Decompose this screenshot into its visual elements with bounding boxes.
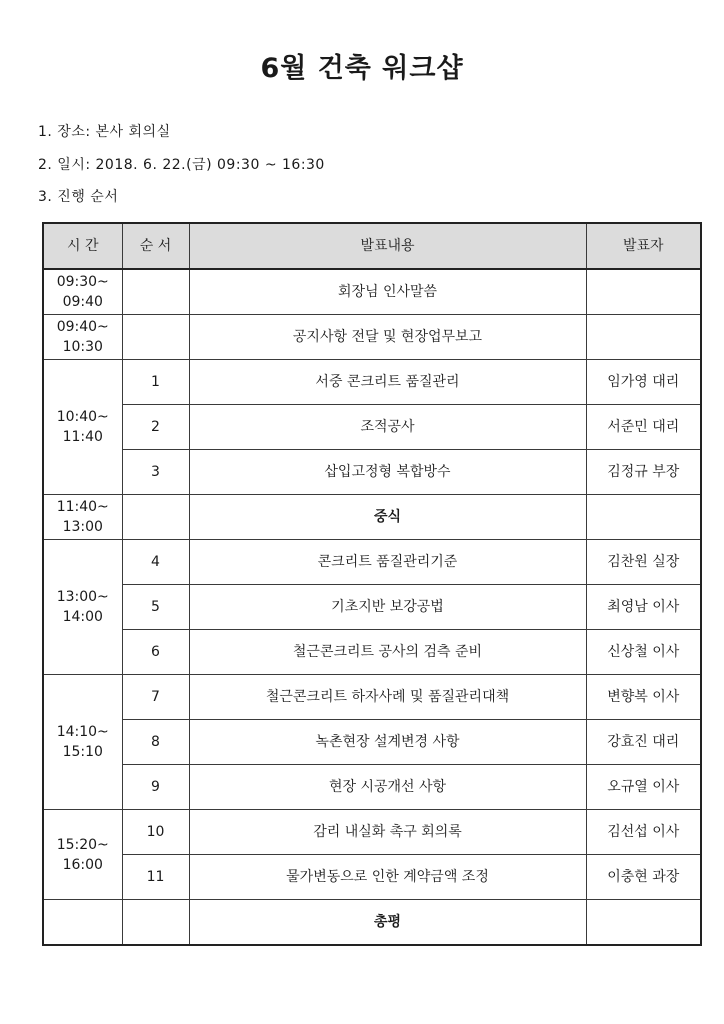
- presenter-cell: 오규열 이사: [586, 765, 701, 810]
- presenter-cell: 서준민 대리: [586, 405, 701, 450]
- presenter-cell: 변향복 이사: [586, 675, 701, 720]
- schedule-body: [43, 269, 701, 945]
- content-cell: 감리 내실화 촉구 회의록: [189, 810, 586, 855]
- table-row: [43, 810, 701, 855]
- content-cell: 회장님 인사말씀: [189, 269, 586, 315]
- table-row: [43, 540, 701, 585]
- table-row: [43, 315, 701, 360]
- time-start: 09:40~: [56, 319, 109, 335]
- seq-cell: [122, 495, 189, 540]
- presenter-cell: [586, 495, 701, 540]
- presenter-cell: 김정규 부장: [586, 450, 701, 495]
- time-start: 13:00~: [56, 589, 109, 605]
- seq-cell: 7: [122, 675, 189, 720]
- content-cell: 콘크리트 품질관리기준: [189, 540, 586, 585]
- time-end: 15:10: [62, 744, 103, 760]
- seq-cell: 4: [122, 540, 189, 585]
- seq-cell: [122, 269, 189, 315]
- time-end: 13:00: [62, 519, 103, 535]
- header-presenter: 발표자: [586, 223, 701, 269]
- seq-cell: 9: [122, 765, 189, 810]
- time-start: 14:10~: [56, 724, 109, 740]
- seq-cell: 6: [122, 630, 189, 675]
- time-start: 11:40~: [56, 499, 109, 515]
- time-cell: [43, 900, 122, 946]
- table-row: [43, 900, 701, 946]
- time-cell: [43, 540, 122, 675]
- time-start: 15:20~: [56, 836, 109, 853]
- seq-cell: 2: [122, 405, 189, 450]
- time-cell: [43, 269, 122, 315]
- seq-cell: 8: [122, 720, 189, 765]
- table-row: [43, 855, 701, 900]
- table-row: [43, 360, 701, 405]
- header-seq: 순 서: [122, 223, 189, 269]
- table-row: [43, 720, 701, 765]
- presenter-cell: 김선섭 이사: [586, 810, 701, 855]
- time-end: 16:00: [62, 856, 103, 873]
- content-cell: 물가변동으로 인한 계약금액 조정: [189, 855, 586, 900]
- document-title: 6월 건축 워크샵: [260, 53, 464, 84]
- table-row: [43, 405, 701, 450]
- presenter-cell: [586, 269, 701, 315]
- presenter-cell: [586, 315, 701, 360]
- table-row: [43, 585, 701, 630]
- table-row: [43, 675, 701, 720]
- seq-cell: 11: [122, 855, 189, 900]
- time-cell: [43, 810, 122, 900]
- presenter-cell: [586, 900, 701, 946]
- info-date: 2. 일시: 2018. 6. 22.(금) 09:30 ~ 16:30: [38, 157, 325, 173]
- schedule-table: [42, 222, 702, 946]
- presenter-cell: 신상철 이사: [586, 630, 701, 675]
- time-end: 10:30: [62, 339, 103, 355]
- content-cell: 삽입고정형 복합방수: [189, 450, 586, 495]
- time-cell: [43, 495, 122, 540]
- time-end: 09:40: [62, 294, 103, 310]
- table-row: [43, 630, 701, 675]
- content-cell: 공지사항 전달 및 현장업무보고: [189, 315, 586, 360]
- seq-cell: 5: [122, 585, 189, 630]
- seq-cell: 1: [122, 360, 189, 405]
- time-end: 14:00: [62, 609, 103, 625]
- table-row: [43, 450, 701, 495]
- presenter-cell: 강효진 대리: [586, 720, 701, 765]
- info-order: 3. 진행 순서: [38, 189, 119, 205]
- time-cell: [43, 315, 122, 360]
- presenter-cell: 임가영 대리: [586, 360, 701, 405]
- table-row: [43, 269, 701, 315]
- seq-cell: 3: [122, 450, 189, 495]
- content-cell: 철근콘크리트 공사의 검측 준비: [189, 630, 586, 675]
- info-place: 1. 장소: 본사 회의실: [38, 124, 171, 140]
- content-cell: 중식: [189, 495, 586, 540]
- presenter-cell: 이충현 과장: [586, 855, 701, 900]
- header-time: 시 간: [43, 223, 122, 269]
- time-start: 10:40~: [56, 409, 109, 425]
- time-cell: [43, 675, 122, 810]
- presenter-cell: 최영남 이사: [586, 585, 701, 630]
- content-cell: 철근콘크리트 하자사례 및 품질관리대책: [189, 675, 586, 720]
- content-cell: 총평: [189, 900, 586, 946]
- header-content: 발표내용: [189, 223, 586, 269]
- time-end: 11:40: [62, 429, 103, 445]
- presenter-cell: 김찬원 실장: [586, 540, 701, 585]
- content-cell: 현장 시공개선 사항: [189, 765, 586, 810]
- table-row: [43, 765, 701, 810]
- content-cell: 서중 콘크리트 품질관리: [189, 360, 586, 405]
- seq-cell: [122, 315, 189, 360]
- seq-cell: 10: [122, 810, 189, 855]
- time-start: 09:30~: [56, 274, 109, 290]
- content-cell: 조적공사: [189, 405, 586, 450]
- content-cell: 녹촌현장 설계변경 사항: [189, 720, 586, 765]
- seq-cell: [122, 900, 189, 946]
- table-row: [43, 495, 701, 540]
- content-cell: 기초지반 보강공법: [189, 585, 586, 630]
- time-cell: [43, 360, 122, 495]
- table-header-row: [43, 223, 701, 269]
